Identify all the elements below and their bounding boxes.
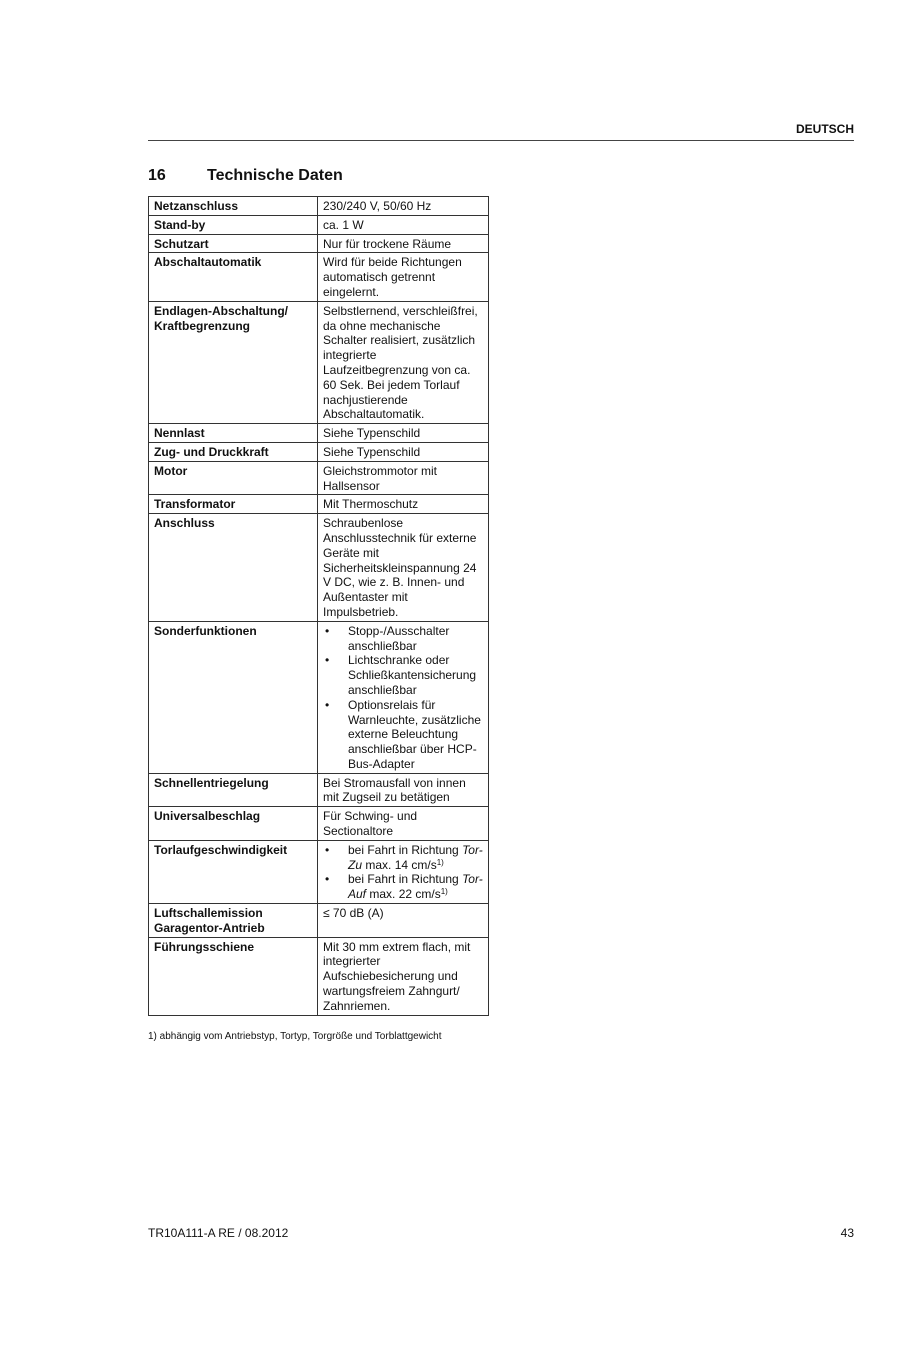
row-label: Luftschallemission Garagentor-Antrieb: [149, 904, 318, 938]
table-row: [149, 234, 489, 253]
row-value: Gleichstrommotor mit Hallsensor: [318, 461, 489, 495]
row-label: Abschaltautomatik: [149, 253, 318, 301]
row-label: Stand-by: [149, 215, 318, 234]
row-value: Selbstlernend, verschleißfrei, da ohne mechanische Schalter realisiert, zusätzlich integrierte Laufzeitbegrenzung von ca. 60 Sek. Bei jedem Torlauf nachjustierende Abschaltautomatik.: [318, 301, 489, 423]
row-label: Anschluss: [149, 514, 318, 622]
row-value: Bei Stromausfall von innen mit Zugseil zu betätigen: [318, 773, 489, 807]
footnote-ref: 1): [440, 887, 448, 897]
row-value: Mit Thermoschutz: [318, 495, 489, 514]
list-item: • Optionsrelais für Warnleuchte, zusätzliche externe Beleuchtung anschließbar über HCP-Bus-Adapter: [323, 698, 484, 772]
table-row: [149, 253, 489, 301]
speed-prefix: bei Fahrt in Richtung: [348, 872, 463, 887]
speed-prefix: bei Fahrt in Richtung: [348, 842, 463, 857]
row-value: Mit 30 mm extrem flach, mit integrierter Aufschiebesicherung und wartungsfreiem Zahngurt/ Zahnriemen.: [318, 937, 489, 1015]
table-row: [149, 807, 489, 841]
row-label: Führungsschiene: [149, 937, 318, 1015]
row-label: Torlaufgeschwindigkeit: [149, 840, 318, 903]
row-value: Schraubenlose Anschlusstechnik für externe Geräte mit Sicherheitskleinspannung 24 V DC, wie z. B. Innen- und Außentaster mit Impulsbetrieb.: [318, 514, 489, 622]
row-value: Wird für beide Richtungen automatisch getrennt eingelernt.: [318, 253, 489, 301]
section-number: 16: [148, 167, 166, 184]
table-row: [149, 495, 489, 514]
row-value: [318, 840, 489, 903]
speed-value: max. 14 cm/s: [362, 857, 437, 872]
row-label: Netzanschluss: [149, 197, 318, 216]
row-label: Schutzart: [149, 234, 318, 253]
list-item: • Stopp-/Ausschalter anschließbar: [323, 624, 484, 654]
speed-direction: Tor-Auf: [348, 872, 483, 902]
table-row: [149, 301, 489, 423]
table-row: [149, 840, 489, 903]
table-row: [149, 904, 489, 938]
row-label: Schnellentriegelung: [149, 773, 318, 807]
list-item: [323, 872, 484, 902]
footnote: 1) abhängig vom Antriebstyp, Tortyp, Torgröße und Torblattgewicht: [148, 1031, 442, 1042]
table-row: [149, 424, 489, 443]
table-row: [149, 215, 489, 234]
header-rule: [148, 140, 854, 141]
language-label: DEUTSCH: [795, 122, 854, 136]
row-label: Sonderfunktionen: [149, 621, 318, 773]
row-value: Nur für trockene Räume: [318, 234, 489, 253]
table-row: [149, 442, 489, 461]
document-id: TR10A111-A RE / 08.2012: [148, 1226, 289, 1240]
footnote-ref: 1): [436, 857, 444, 867]
row-value: Siehe Typenschild: [318, 424, 489, 443]
speed-direction: Tor-Zu: [348, 842, 483, 872]
row-value: [318, 621, 489, 773]
table-row: [149, 461, 489, 495]
table-row: [149, 773, 489, 807]
bullet-list: [323, 843, 484, 902]
row-label: Zug- und Druckkraft: [149, 442, 318, 461]
row-label: Universalbeschlag: [149, 807, 318, 841]
table-row: [149, 197, 489, 216]
list-item: [323, 843, 484, 873]
page-number: 43: [840, 1226, 854, 1240]
section-heading: [148, 167, 343, 185]
row-label: Nennlast: [149, 424, 318, 443]
row-label: Motor: [149, 461, 318, 495]
list-item: • Lichtschranke oder Schließkantensicherung anschließbar: [323, 653, 484, 697]
row-value: 230/240 V, 50/60 Hz: [318, 197, 489, 216]
bullet-list: [323, 624, 484, 772]
spec-table: [148, 196, 489, 1016]
row-value: Siehe Typenschild: [318, 442, 489, 461]
speed-value: max. 22 cm/s: [366, 887, 441, 902]
table-row: [149, 937, 489, 1015]
section-title: Technische Daten: [207, 167, 343, 184]
row-value: ca. 1 W: [318, 215, 489, 234]
row-value: ≤ 70 dB (A): [318, 904, 489, 938]
table-row: [149, 621, 489, 773]
table-row: [149, 514, 489, 622]
row-label: Endlagen-Abschaltung/ Kraftbegrenzung: [149, 301, 318, 423]
row-value: Für Schwing- und Sectionaltore: [318, 807, 489, 841]
row-label: Transformator: [149, 495, 318, 514]
